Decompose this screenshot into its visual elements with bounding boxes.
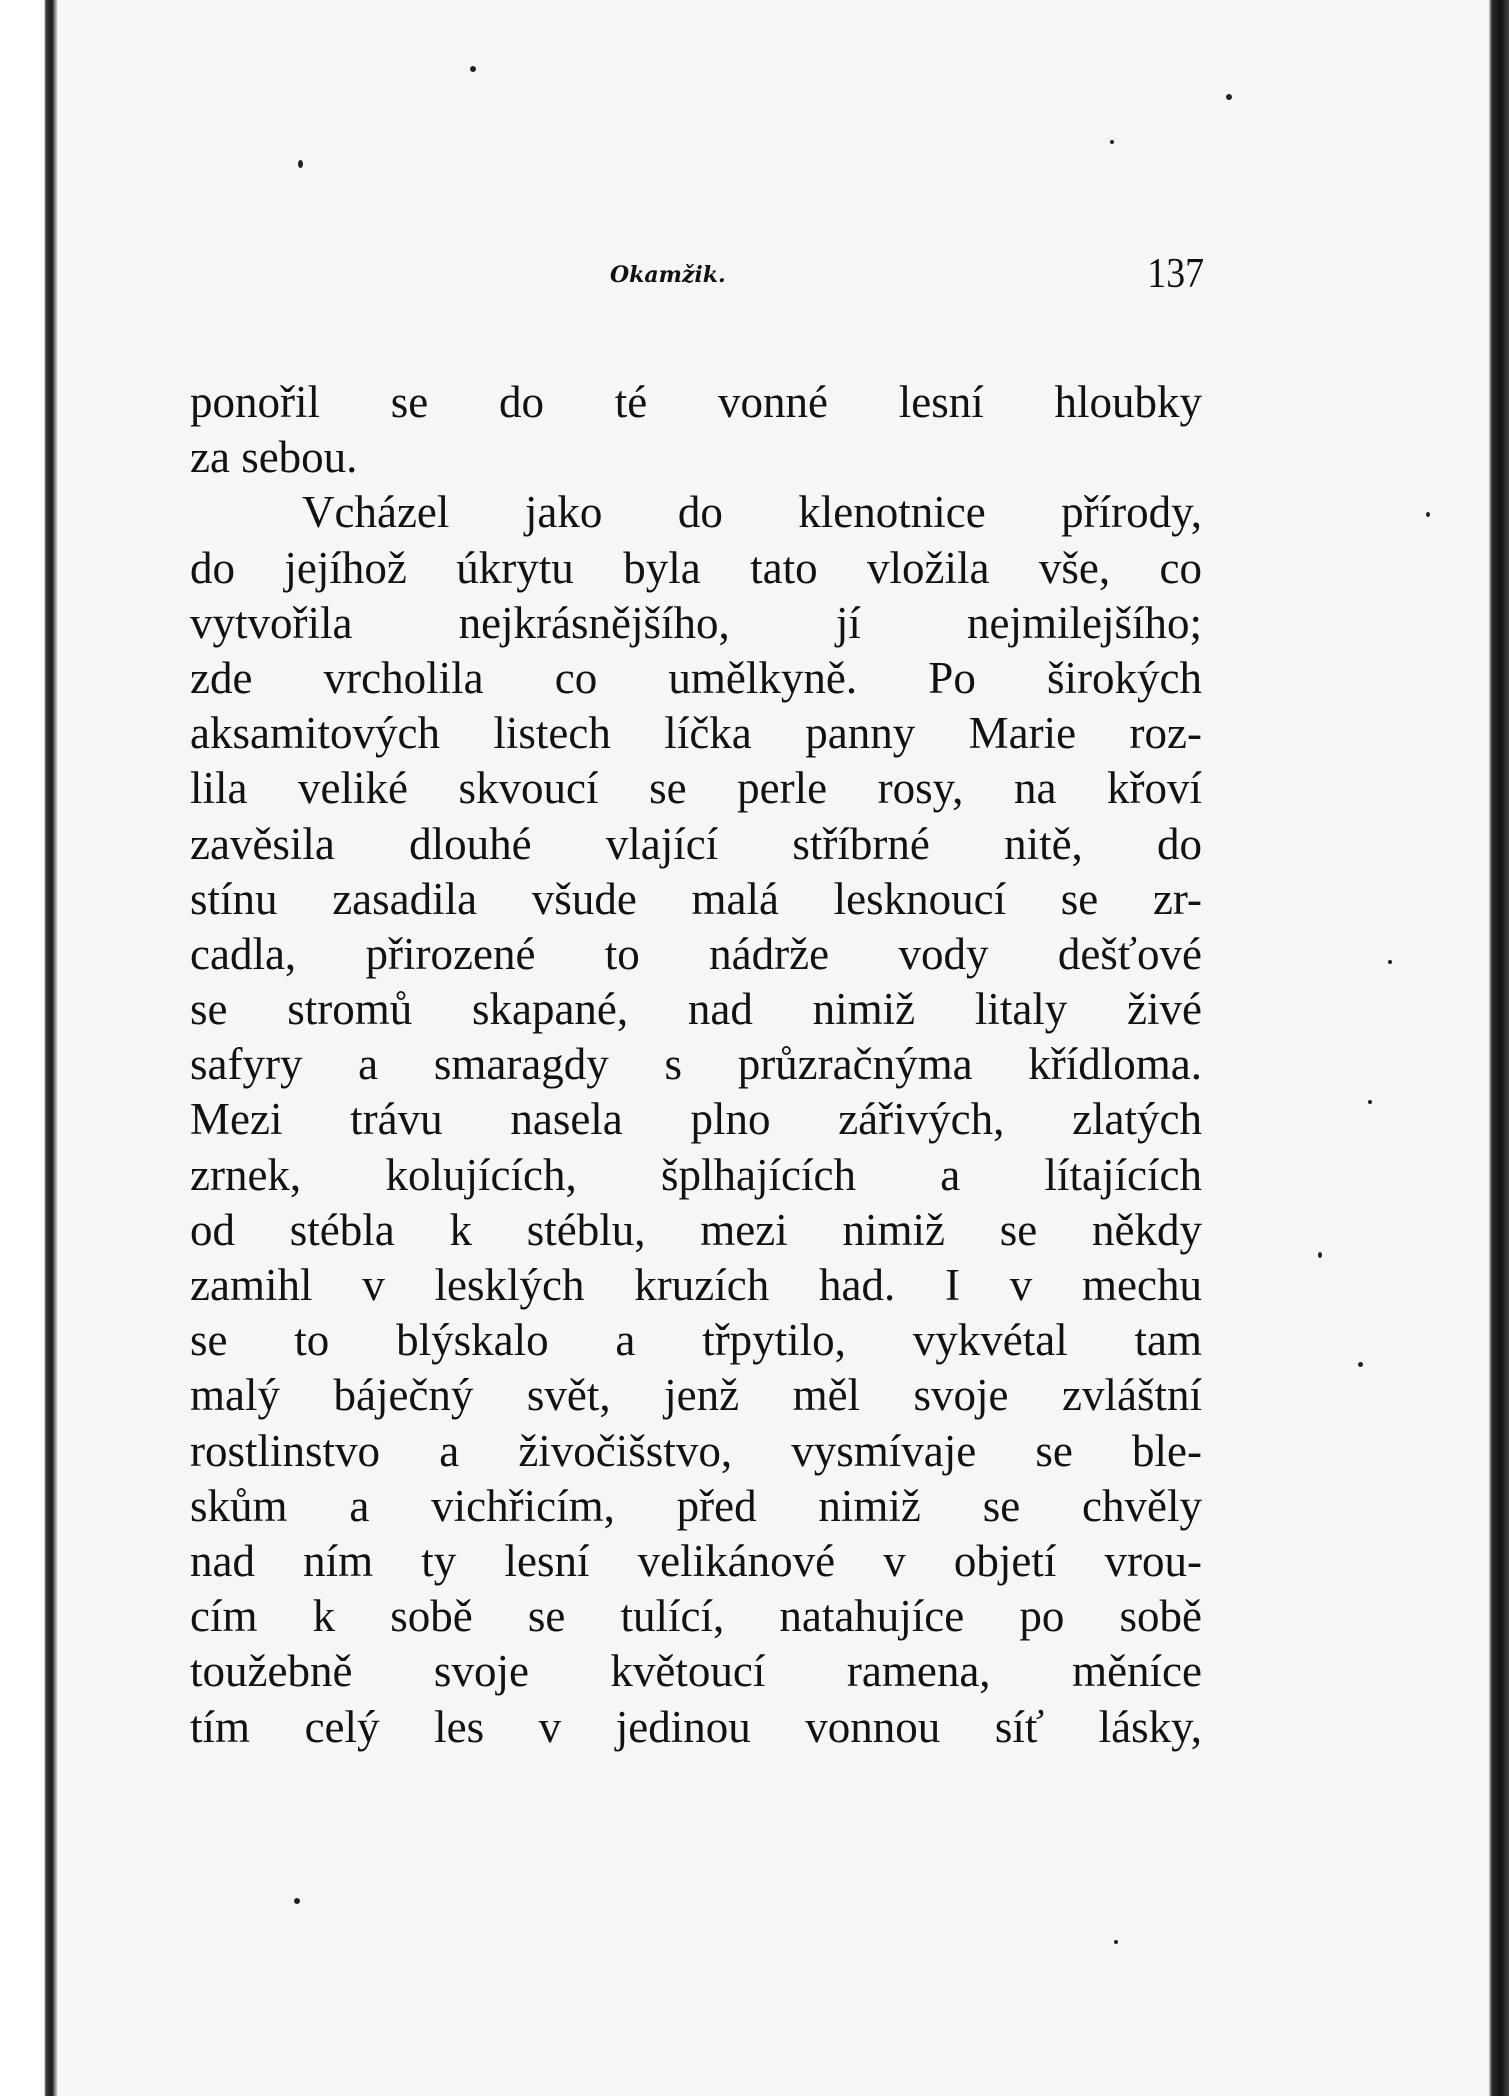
- running-head: Okamžik.: [610, 262, 726, 288]
- text-line: zavěsila dlouhé vlající stříbrné nitě, do: [190, 818, 1202, 869]
- text-line: se stromů skapané, nad nimiž litaly živé: [190, 984, 1202, 1035]
- text-line: zrnek, kolujících, šplhajících a lítajících: [190, 1149, 1202, 1200]
- text-line: se to blýskalo a třpytilo, vykvétal tam: [190, 1315, 1202, 1366]
- scan-speck: [1358, 1362, 1363, 1367]
- body-text: [190, 375, 1202, 1755]
- scan-speck: [1226, 94, 1232, 100]
- text-line: lila veliké skvoucí se perle rosy, na křoví: [190, 763, 1202, 814]
- scan-speck: [298, 160, 303, 168]
- text-line: cadla, přirozené to nádrže vody dešťové: [190, 928, 1202, 979]
- text-line: skům a vichřicím, před nimiž se chvěly: [190, 1480, 1202, 1531]
- scan-speck: [1426, 512, 1430, 517]
- scan-speck: [1114, 1940, 1118, 1944]
- scan-speck: [1110, 140, 1114, 144]
- text-line: stínu zasadila všude malá lesknoucí se zr-: [190, 873, 1202, 924]
- text-line: ponořil se do té vonné lesní hloubky: [190, 377, 1202, 427]
- text-line: Vcházel jako do klenotnice přírody,: [302, 487, 1202, 538]
- text-line: vytvořila nejkrásnějšího, jí nejmilejšího;: [190, 597, 1202, 648]
- text-line: cím k sobě se tulící, natahujíce po sobě: [190, 1591, 1202, 1642]
- scan-speck: [294, 1898, 300, 1904]
- text-line: za sebou.: [190, 432, 358, 483]
- page-number: 137: [1147, 251, 1204, 297]
- text-line: od stébla k stéblu, mezi nimiž se někdy: [190, 1204, 1202, 1255]
- text-line: safyry a smaragdy s průzračnýma křídloma.: [190, 1039, 1202, 1090]
- scan-speck: [1368, 1100, 1372, 1104]
- text-line: malý báječný svět, jenž měl svoje zvláštní: [190, 1370, 1202, 1421]
- scan-speck: [1318, 1252, 1322, 1258]
- left-page-edge: [0, 0, 58, 2096]
- text-line: zde vrcholila co umělkyně. Po širokých: [190, 652, 1202, 703]
- scan-speck: [1388, 960, 1392, 964]
- right-page-edge: [1489, 0, 1509, 2096]
- book-page: [58, 0, 1489, 2096]
- text-line: aksamitových listech líčka panny Marie roz-: [190, 708, 1202, 759]
- text-line: tím celý les v jedinou vonnou síť lásky,: [190, 1701, 1202, 1752]
- scan-speck: [470, 66, 476, 72]
- page-header: [58, 250, 1489, 310]
- text-line: rostlinstvo a živočišstvo, vysmívaje se ble-: [190, 1425, 1202, 1476]
- text-line: Mezi trávu nasela plno zářivých, zlatých: [190, 1094, 1202, 1145]
- text-line: do jejíhož úkrytu byla tato vložila vše, co: [190, 542, 1202, 593]
- text-line: zamihl v lesklých kruzích had. I v mechu: [190, 1260, 1202, 1310]
- text-line: nad ním ty lesní velikánové v objetí vrou-: [190, 1535, 1202, 1586]
- text-line: toužebně svoje květoucí ramena, měníce: [190, 1646, 1202, 1697]
